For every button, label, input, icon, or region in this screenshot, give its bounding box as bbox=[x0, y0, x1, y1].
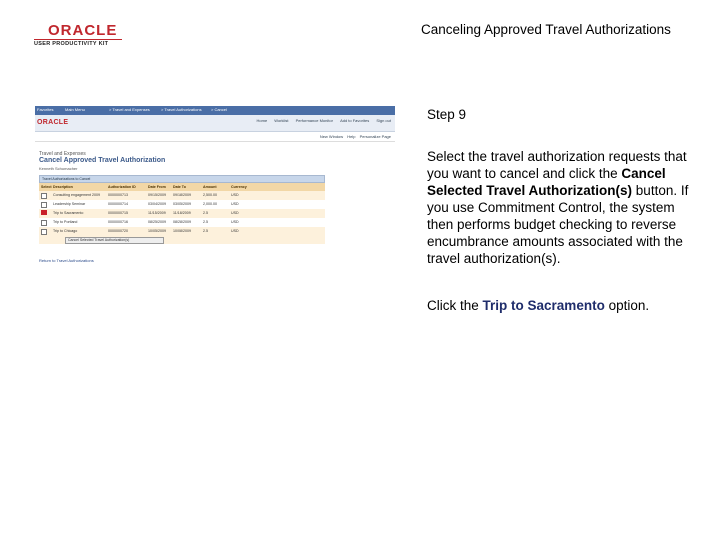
trip-to-sacramento-option[interactable]: Trip to Sacramento bbox=[53, 211, 84, 215]
return-link[interactable]: Return to Travel Authorizations bbox=[39, 258, 94, 263]
row-currency: USD bbox=[231, 229, 239, 233]
brand-bar bbox=[35, 115, 395, 132]
row-date-from: 09/15/2009 bbox=[148, 193, 166, 197]
instruction-part1: Select the travel authorization requests that you want to cancel and click the bbox=[427, 149, 687, 181]
col-amount: Amount bbox=[203, 185, 217, 189]
grid-title: Travel Authorizations to Cancel bbox=[39, 175, 325, 183]
select-checkbox[interactable] bbox=[39, 227, 53, 236]
table-row bbox=[39, 218, 325, 227]
breadcrumb-authorizations[interactable]: > Travel Authorizations bbox=[161, 107, 202, 112]
row-auth-id: 0000000713 bbox=[108, 193, 128, 197]
row-amount: 2,500.00 bbox=[203, 193, 217, 197]
oracle-logo-word: ORACLE bbox=[48, 22, 118, 39]
row-auth-id: 0000000715 bbox=[108, 211, 128, 215]
mini-oracle-logo: ORACLE bbox=[37, 119, 69, 126]
authorization-grid bbox=[39, 175, 325, 244]
row-auth-id: 0000000714 bbox=[108, 202, 128, 206]
click-instruction bbox=[427, 298, 707, 313]
col-description: Description bbox=[53, 185, 73, 189]
oracle-upk-logo bbox=[34, 22, 134, 48]
sub-nav bbox=[317, 134, 391, 139]
select-checkbox-highlighted[interactable] bbox=[39, 209, 53, 218]
row-description: Consulting engagement 2009 bbox=[53, 193, 100, 197]
row-date-to: 03/05/2009 bbox=[173, 202, 191, 206]
row-currency: USD bbox=[231, 220, 239, 224]
col-date-from: Date From bbox=[148, 185, 166, 189]
click-suffix: option. bbox=[604, 298, 650, 313]
table-row-trip-to-sacramento bbox=[39, 209, 325, 218]
col-currency: Currency bbox=[231, 185, 247, 189]
highlight-marker-icon bbox=[41, 210, 47, 215]
step-label: Step 9 bbox=[427, 107, 467, 122]
breadcrumb-cancel[interactable]: > Cancel bbox=[211, 107, 227, 112]
col-select: Select bbox=[41, 185, 52, 189]
nav-performance-monitor[interactable]: Performance Monitor bbox=[295, 118, 333, 123]
personalize-link[interactable]: Personalize Page bbox=[359, 134, 391, 139]
select-checkbox[interactable] bbox=[39, 200, 53, 209]
row-auth-id: 0000000716 bbox=[108, 220, 128, 224]
breadcrumb-bar bbox=[35, 106, 395, 115]
row-amount: 2.5 bbox=[203, 220, 208, 224]
row-date-from: 10/05/2009 bbox=[148, 229, 166, 233]
row-date-from: 08/25/2009 bbox=[148, 220, 166, 224]
employee-name: Kenneth Schumacher bbox=[39, 166, 78, 171]
click-prefix: Click the bbox=[427, 298, 483, 313]
row-date-to: 09/18/2009 bbox=[173, 193, 191, 197]
row-auth-id: 0000000720 bbox=[108, 229, 128, 233]
grid-button-row bbox=[39, 236, 325, 244]
page-title: Canceling Approved Travel Authorizations bbox=[421, 22, 671, 37]
logo-divider bbox=[34, 39, 122, 40]
nav-home[interactable]: Home bbox=[256, 118, 268, 123]
instruction-text bbox=[427, 148, 689, 267]
row-amount: 2,000.00 bbox=[203, 202, 217, 206]
row-date-to: 11/18/2009 bbox=[173, 211, 191, 215]
row-date-from: 11/15/2009 bbox=[148, 211, 166, 215]
select-checkbox[interactable] bbox=[39, 218, 53, 227]
row-description: Trip to Chicago bbox=[53, 229, 78, 233]
breadcrumb-travel[interactable]: > Travel and Expenses bbox=[109, 107, 150, 112]
help-link[interactable]: Help bbox=[347, 134, 356, 139]
instruction-part2: button. If you use Commitment Control, the system then performs budget checking to reverse encumbrance amounts associated with the travel authorization(s). bbox=[427, 183, 689, 266]
breadcrumb-favorites[interactable]: Favorites bbox=[37, 107, 54, 112]
cancel-selected-button[interactable]: Cancel Selected Travel Authorization(s) bbox=[65, 237, 164, 244]
nav-sign-out[interactable]: Sign out bbox=[376, 118, 391, 123]
logo-subtitle: USER PRODUCTIVITY KIT bbox=[34, 41, 109, 47]
col-auth-id: Authorization ID bbox=[108, 185, 136, 189]
row-currency: USD bbox=[231, 193, 239, 197]
row-date-from: 03/04/2009 bbox=[148, 202, 166, 206]
nav-links bbox=[251, 118, 392, 123]
table-row bbox=[39, 227, 325, 236]
row-currency: USD bbox=[231, 202, 239, 206]
row-amount: 2.5 bbox=[203, 229, 208, 233]
embedded-screenshot bbox=[35, 106, 395, 268]
table-row bbox=[39, 200, 325, 209]
table-row bbox=[39, 191, 325, 200]
app-page-title: Cancel Approved Travel Authorization bbox=[39, 157, 166, 164]
col-date-to: Date To bbox=[173, 185, 186, 189]
row-currency: USD bbox=[231, 211, 239, 215]
instruction-button-name: Cancel Selected Travel Authorization(s) bbox=[427, 166, 666, 198]
module-label: Travel and Expenses bbox=[39, 151, 86, 157]
nav-worklist[interactable]: Worklist bbox=[274, 118, 289, 123]
new-window-link[interactable]: New Window bbox=[319, 134, 344, 139]
row-date-to: 08/28/2009 bbox=[173, 220, 191, 224]
nav-add-favorites[interactable]: Add to Favorites bbox=[340, 118, 370, 123]
row-amount: 2.5 bbox=[203, 211, 208, 215]
row-description: Leadership Seminar bbox=[53, 202, 86, 206]
row-description: Trip to Portland bbox=[53, 220, 78, 224]
divider bbox=[35, 141, 395, 142]
click-target: Trip to Sacramento bbox=[482, 298, 605, 313]
row-date-to: 10/08/2009 bbox=[173, 229, 191, 233]
breadcrumb-main-menu[interactable]: Main Menu bbox=[65, 107, 85, 112]
select-checkbox[interactable] bbox=[39, 191, 53, 200]
grid-column-header bbox=[39, 183, 325, 191]
